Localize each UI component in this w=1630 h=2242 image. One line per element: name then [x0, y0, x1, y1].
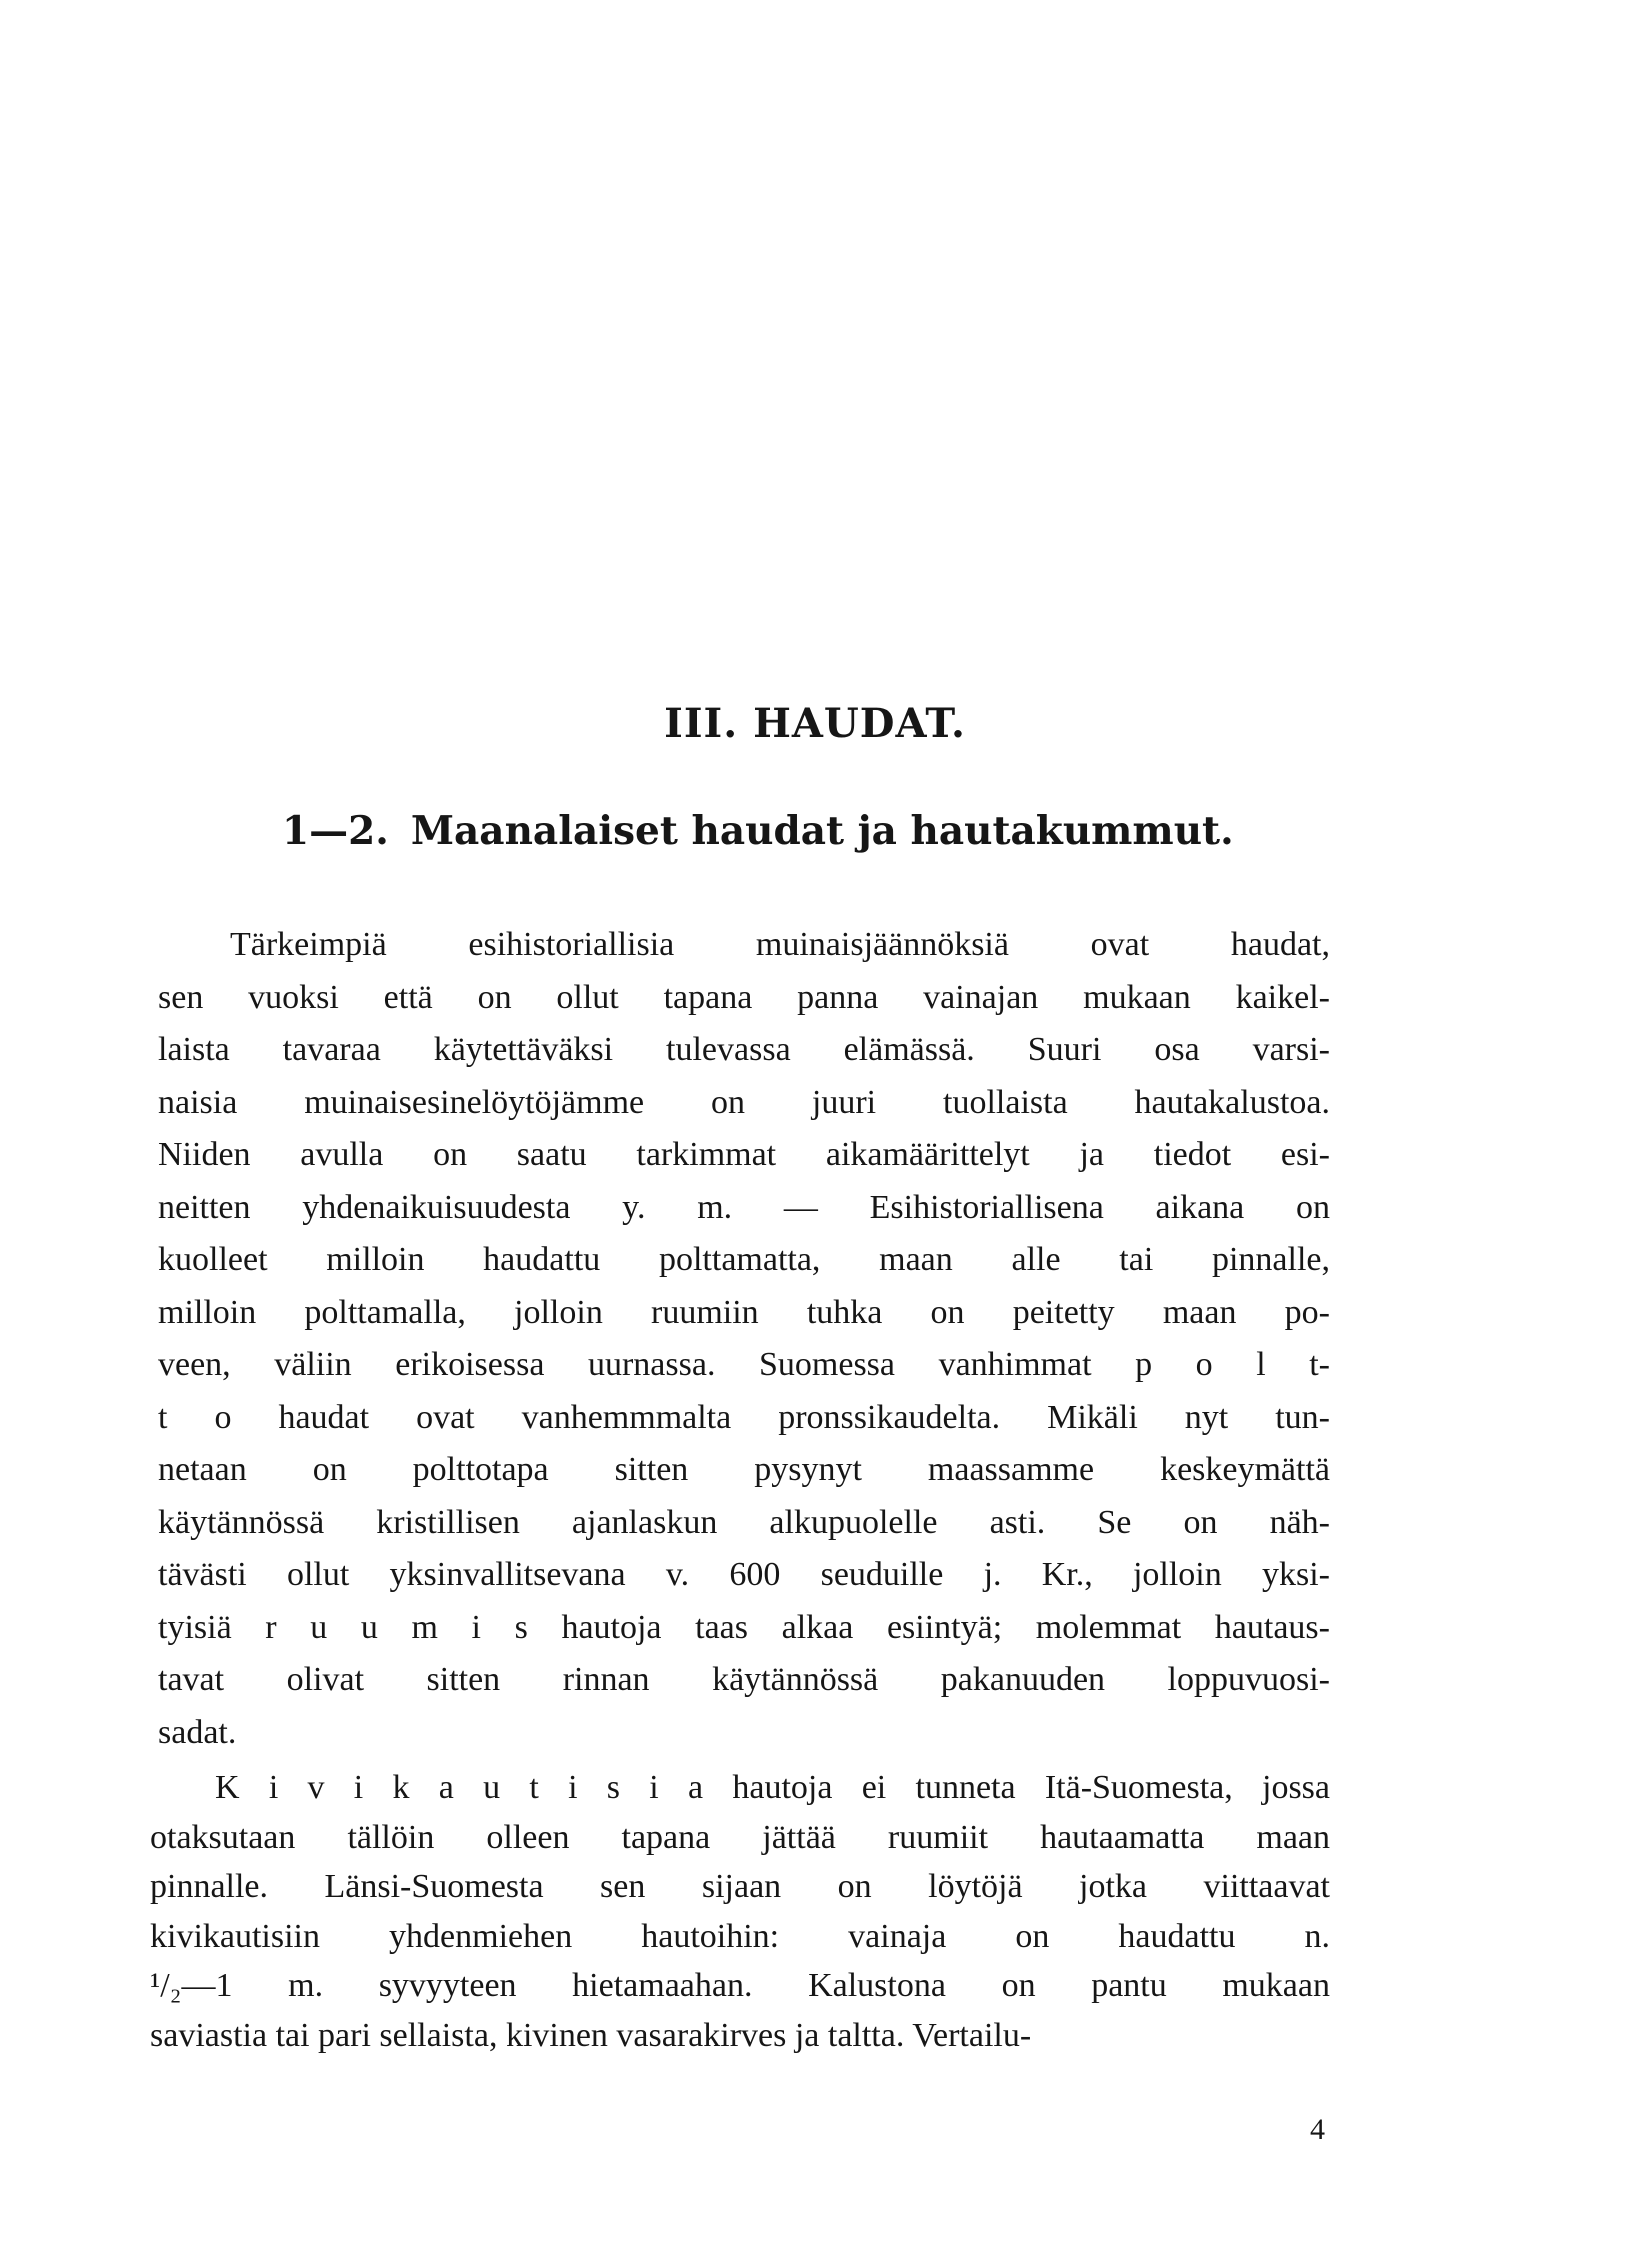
text-line: t o haudat ovat vanhemmmalta pronssikaudelta. Mikäli nyt tun- [158, 1398, 1330, 1436]
text-line: laista tavaraa käytettäväksi tulevassa elämässä. Suuri osa varsi- [158, 1031, 1330, 1068]
page-number: 4 [1310, 2113, 1325, 2146]
text-line: kivikautisiin yhdenmiehen hautoihin: vainaja on haudattu n. [150, 1917, 1330, 1955]
text-line: netaan on polttotapa sitten pysynyt maassamme keskeymättä [158, 1451, 1330, 1488]
text-line: tyisiä r u u m i s hautoja taas alkaa esiintyä; molemmat hautaus- [158, 1608, 1330, 1646]
text-line: otaksutaan tällöin olleen tapana jättää ruumiit hautaamatta maan [150, 1818, 1330, 1856]
text-line: ¹/₂—1 m. syvyyteen hietamaahan. Kalustona on pantu mukaan [150, 1967, 1330, 2004]
text-line: pinnalle. Länsi-Suomesta sen sijaan on löytöjä jotka viittaavat [150, 1868, 1330, 1905]
text-line: milloin polttamalla, jolloin ruumiin tuhka on peitetty maan po- [158, 1293, 1330, 1331]
text-line: saviastia tai pari sellaista, kivinen vasarakirves ja taltta. Vertailu- [150, 2016, 1032, 2054]
section-heading [282, 808, 1234, 854]
text-line: K i v i k a u t i s i a hautoja ei tunneta Itä-Suomesta, jossa [215, 1769, 1330, 1806]
text-line: sadat. [158, 1713, 237, 1751]
text-line: veen, väliin erikoisessa uurnassa. Suomessa vanhimmat p o l t- [158, 1346, 1330, 1383]
text-line: käytännössä kristillisen ajanlaskun alkupuolelle asti. Se on näh- [158, 1503, 1330, 1541]
text-line: tävästi ollut yksinvallitsevana v. 600 seuduille j. Kr., jolloin yksi- [158, 1556, 1330, 1593]
text-line: neitten yhdenaikuisuudesta y. m. — Esihistoriallisena aikana on [158, 1188, 1330, 1226]
section-number: 1—2. [282, 808, 389, 854]
section-title: Maanalaiset haudat ja hautakummut. [410, 808, 1234, 854]
text-line: Niiden avulla on saatu tarkimmat aikamäärittelyt ja tiedot esi- [158, 1136, 1330, 1173]
chapter-title: III. HAUDAT. [664, 700, 966, 747]
text-line: Tärkeimpiä esihistoriallisia muinaisjäännöksiä ovat haudat, [230, 926, 1330, 963]
text-line: sen vuoksi että on ollut tapana panna vainajan mukaan kaikel- [158, 978, 1330, 1016]
text-line: tavat olivat sitten rinnan käytännössä pakanuuden loppuvuosi- [158, 1661, 1330, 1698]
text-line: kuolleet milloin haudattu polttamatta, maan alle tai pinnalle, [158, 1241, 1330, 1278]
text-line: naisia muinaisesinelöytöjämme on juuri tuollaista hautakalustoa. [158, 1083, 1330, 1121]
